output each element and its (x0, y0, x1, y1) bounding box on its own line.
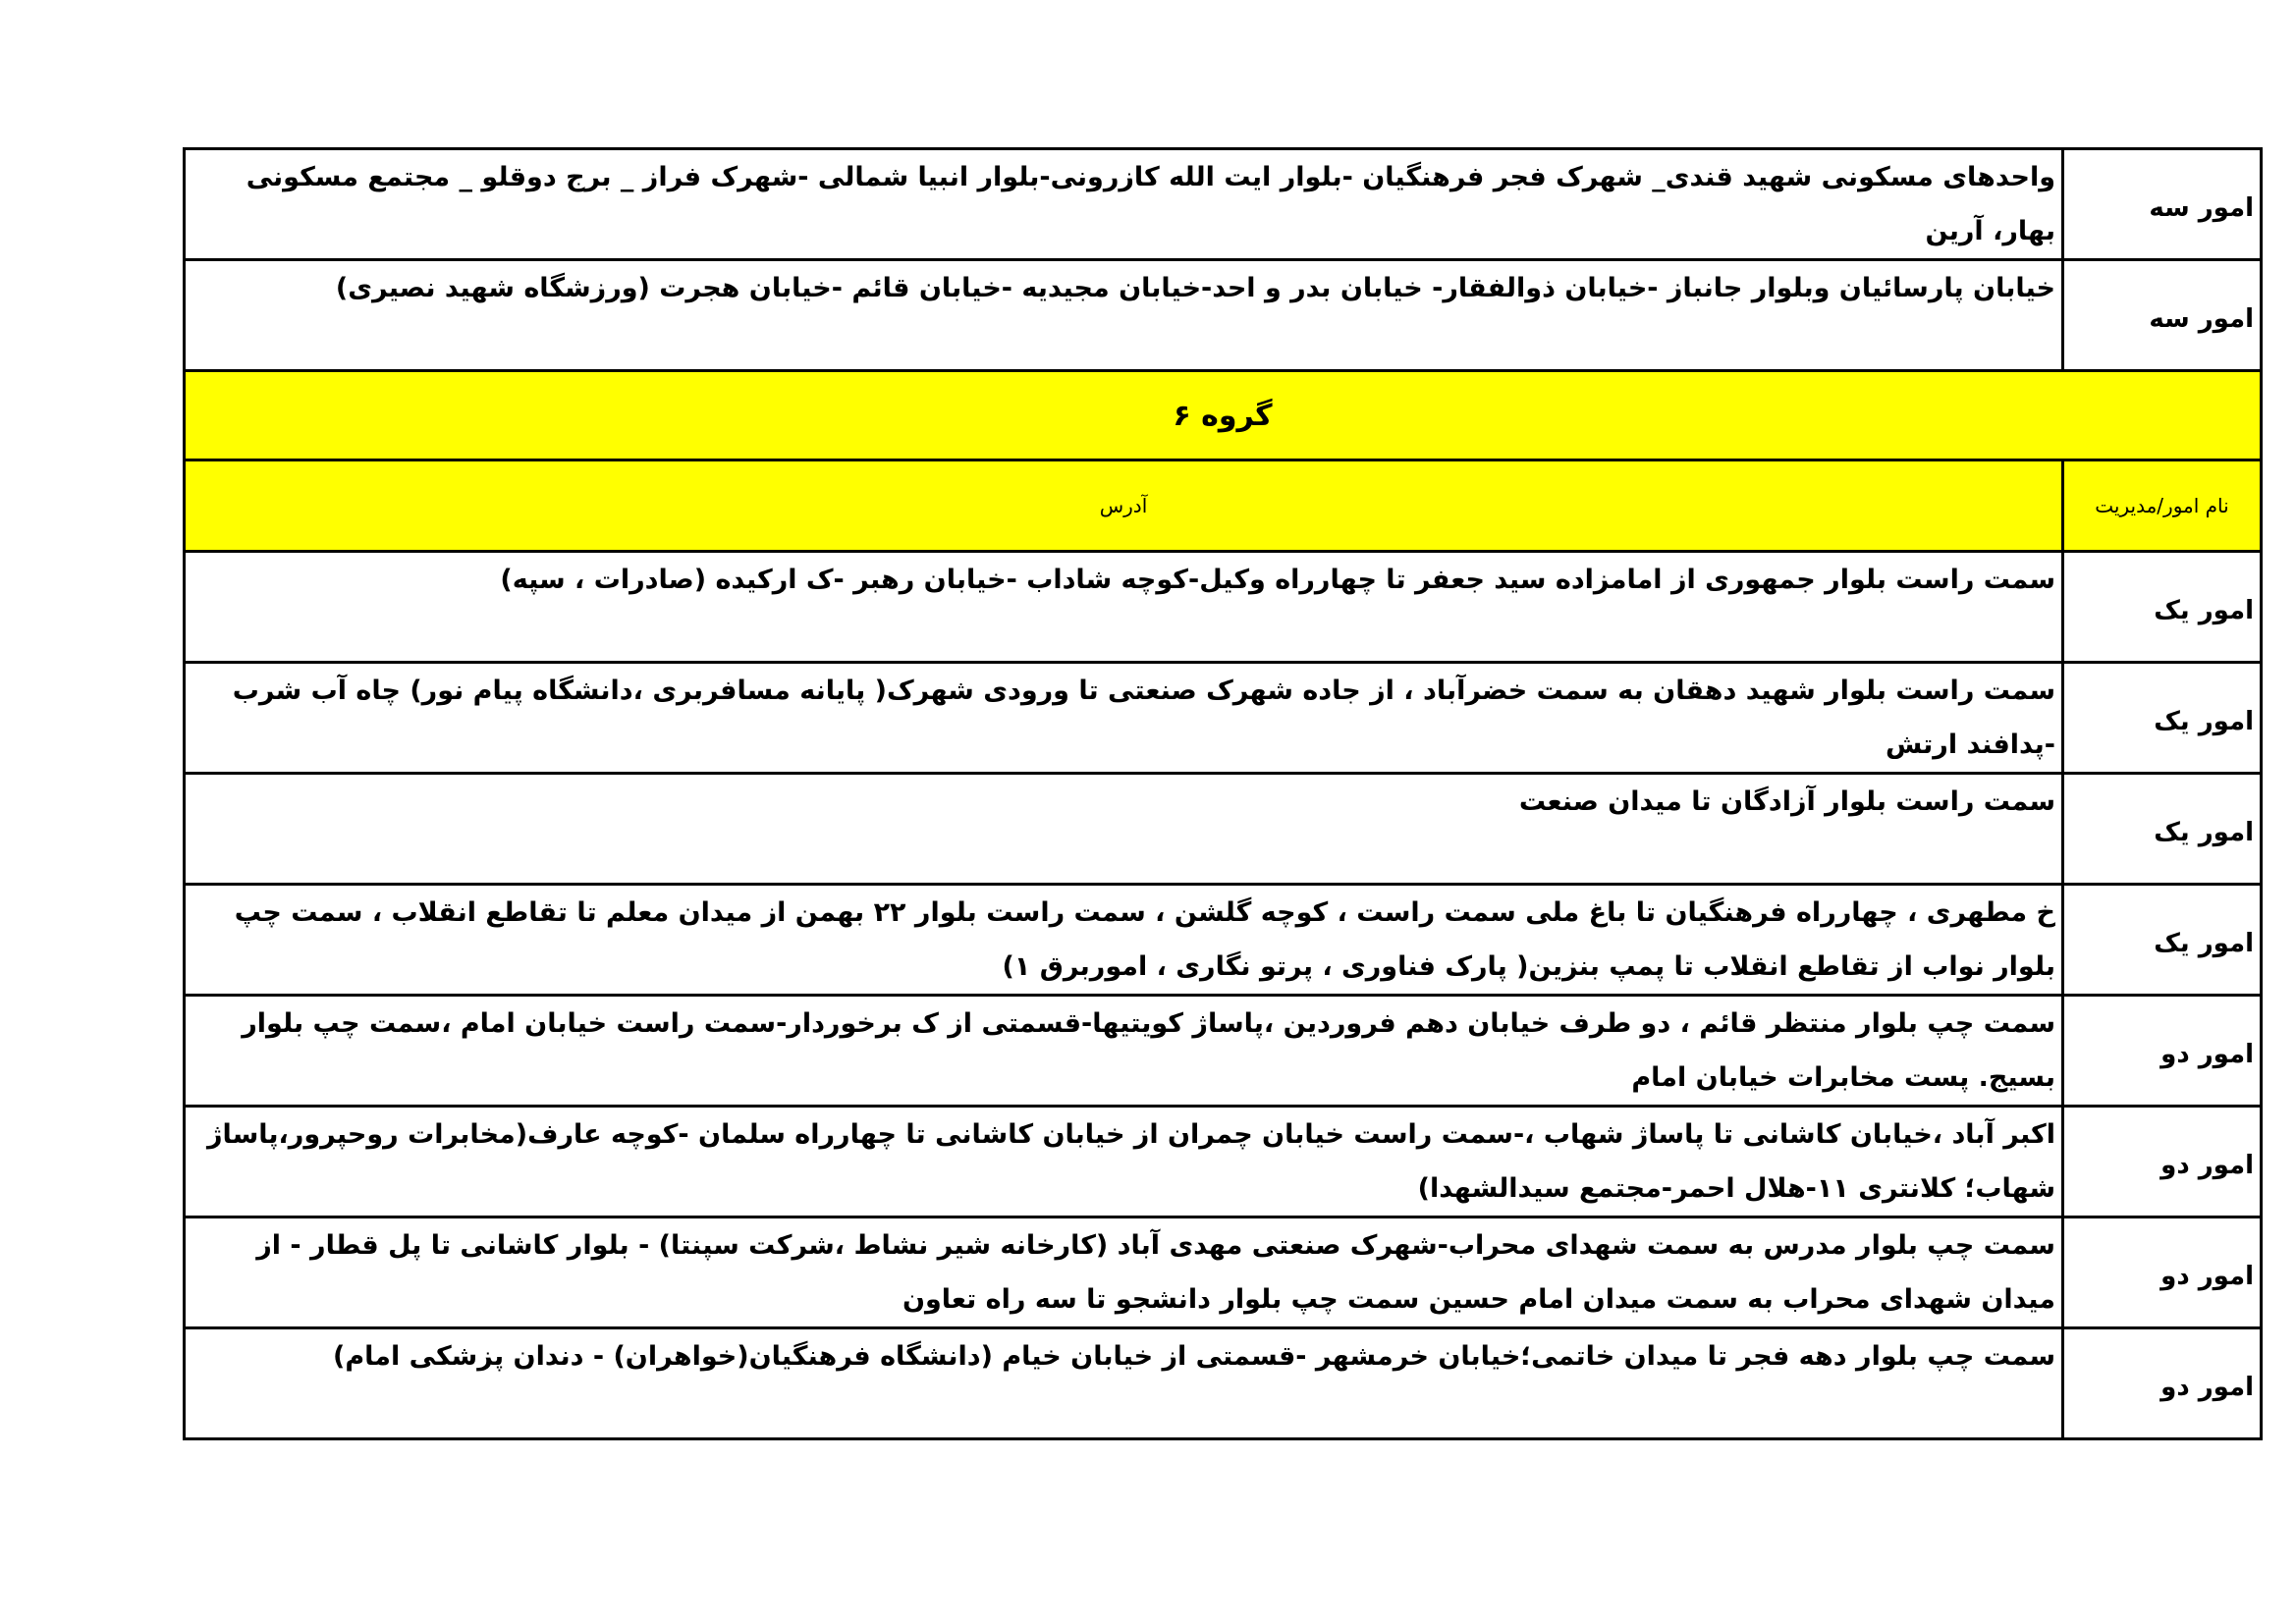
group-title-row (185, 371, 2262, 460)
address-cell: اکبر آباد ،خیابان کاشانی تا پاساژ شهاب ،-سمت راست خیابان چمران از خیابان کاشانی تا چهارراه سلمان -کوچه عارف(مخابرات روحپرور،پاساژ شهاب؛ کلانتری ۱۱-هلال احمر-مجتمع سیدالشهدا) (185, 1107, 2063, 1217)
table-row (185, 552, 2262, 663)
unit-cell: امور یک (2063, 885, 2262, 996)
unit-cell: امور یک (2063, 774, 2262, 885)
unit-cell: امور دو (2063, 1217, 2262, 1328)
header-address: آدرس (185, 460, 2063, 552)
address-cell: سمت راست بلوار آزادگان تا میدان صنعت (185, 774, 2063, 885)
unit-cell: امور سه (2063, 260, 2262, 371)
unit-cell: امور یک (2063, 663, 2262, 774)
address-cell: سمت چپ بلوار دهه فجر تا میدان خاتمی؛خیابان خرمشهر -قسمتی از خیابان خیام (دانشگاه فرهنگیان(خواهران) - دندان پزشکی امام) (185, 1328, 2063, 1439)
table-row (185, 774, 2262, 885)
table-row (185, 663, 2262, 774)
address-cell: سمت راست بلوار جمهوری از امامزاده سید جعفر تا چهارراه وکیل-کوچه شاداب -خیابان رهبر -ک ارکیده (صادرات ، سپه) (185, 552, 2063, 663)
address-cell: واحدهای مسکونی شهید قندی_ شهرک فجر فرهنگیان -بلوار ایت الله کازرونی-بلوار انبیا شمالی -شهرک فراز _ برج دوقلو _ مجتمع مسکونی بهار، آرین (185, 149, 2063, 260)
table-row (185, 260, 2262, 371)
unit-cell: امور دو (2063, 1107, 2262, 1217)
table-row (185, 885, 2262, 996)
column-header-row (185, 460, 2262, 552)
table-row (185, 1107, 2262, 1217)
unit-cell: امور دو (2063, 996, 2262, 1107)
unit-cell: امور دو (2063, 1328, 2262, 1439)
header-unit: نام امور/مدیریت (2063, 460, 2262, 552)
address-cell: سمت راست بلوار شهید دهقان به سمت خضرآباد ، از جاده شهرک صنعتی تا ورودی شهرک( پایانه مسافربری ،دانشگاه پیام نور) چاه آب شرب -پدافند ارتش (185, 663, 2063, 774)
table-row (185, 1328, 2262, 1439)
outage-schedule-table (183, 147, 2263, 1440)
unit-cell: امور سه (2063, 149, 2262, 260)
address-cell: خیابان پارسائیان وبلوار جانباز -خیابان ذوالفقار- خیابان بدر و احد-خیابان مجیدیه -خیابان قائم -خیابان هجرت (ورزشگاه شهید نصیری) (185, 260, 2063, 371)
table-row (185, 149, 2262, 260)
table-row (185, 996, 2262, 1107)
table-row (185, 1217, 2262, 1328)
unit-cell: امور یک (2063, 552, 2262, 663)
address-cell: سمت چپ بلوار مدرس به سمت شهدای محراب-شهرک صنعتی مهدی آباد (کارخانه شیر نشاط ،شرکت سپنتا) - بلوار کاشانی تا پل قطار - از میدان شهدای محراب به سمت میدان امام حسین سمت چپ بلوار دانشجو تا سه راه تعاون (185, 1217, 2063, 1328)
group-title: گروه ۶ (185, 371, 2262, 460)
address-cell: سمت چپ بلوار منتظر قائم ، دو طرف خیابان دهم فروردین ،پاساژ کویتیها-قسمتی از ک برخوردار-سمت راست خیابان امام ،سمت چپ بلوار بسیج. پست مخابرات خیابان امام (185, 996, 2063, 1107)
address-cell: خ مطهری ، چهارراه فرهنگیان تا باغ ملی سمت راست ، کوچه گلشن ، سمت راست بلوار ۲۲ بهمن از میدان معلم تا تقاطع انقلاب ، سمت چپ بلوار نواب از تقاطع انقلاب تا پمپ بنزین( پارک فناوری ، پرتو نگاری ، اموربرق ۱) (185, 885, 2063, 996)
